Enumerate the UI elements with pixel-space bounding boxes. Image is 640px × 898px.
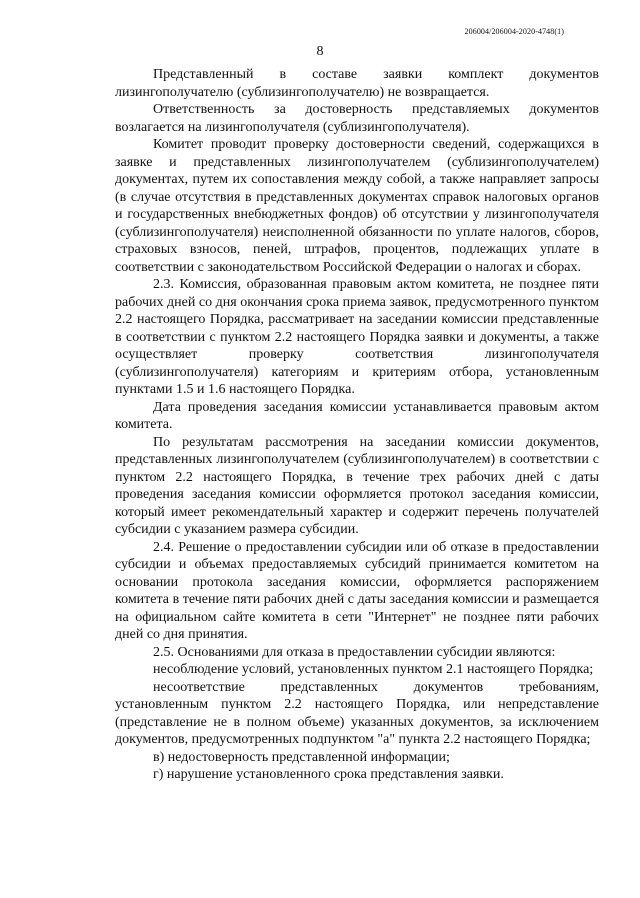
paragraph-2-5-refusal-grounds: 2.5. Основаниями для отказа в предоставлении субсидии являются: [153, 644, 556, 660]
paragraph-documents-not-returned: Представленный в составе заявки комплект документов лизингополучателю (сублизингополучателю) не возвращается. [115, 67, 599, 100]
paragraph-ground-documents: несоответствие представленных документов требованиям, установленным пунктом 2.2 настоящего Порядка, или непредставление (представление не в полном объеме) указанных документов, за исключением документов, предусмотренных подпунктом "а" пункта 2.2 настоящего Порядка; [115, 679, 599, 747]
document-body [115, 66, 599, 784]
page-number: 8 [316, 44, 324, 59]
paragraph-2-3-commission: 2.3. Комиссия, образованная правовым актом комитета, не позднее пяти рабочих дней со дня окончания срока приема заявок, предусмотренного пунктом 2.2 настоящего Порядка, рассматривает на заседании комиссии представленные в соответствии с пунктом 2.2 настоящего Порядка заявки и документы, а также осуществляет проверку соответствия лизингополучателя (сублизингополучателя) категориям и критериям отбора, установленным пунктами 1.5 и 1.6 настоящего Порядка. [115, 277, 599, 397]
paragraph-committee-verification: Комитет проводит проверку достоверности сведений, содержащихся в заявке и представленных лизингополучателем (сублизингополучателем) документах, путем их сопоставления между собой, а также направляет запросы (в случае отсутствия в представленных документах справок налоговых органов и государственных внебюджетных фондов) об отсутствии у лизингополучателя (сублизингополучателя) неисполненной обязанности по уплате налогов, сборов, страховых взносов, пеней, штрафов, процентов, подлежащих уплате в соответствии с законодательством Российской Федерации о налогах и сборах. [115, 137, 599, 275]
paragraph-meeting-date: Дата проведения заседания комиссии устанавливается правовым актом комитета. [115, 399, 599, 432]
paragraph-protocol: По результатам рассмотрения на заседании комиссии документов, представленных лизингополучателем (сублизингополучателем) в соответствии с пунктом 2.2 настоящего Порядка, в течение трех рабочих дней с даты проведения заседания комиссии оформляется протокол заседания комиссии, который имеет рекомендательный характер и содержит перечень получателей субсидии с указанием размера субсидии. [115, 434, 599, 537]
paragraph-ground-false-info: в) недостоверность представленной информации; [153, 749, 450, 765]
paragraph-ground-conditions: несоблюдение условий, установленных пунктом 2.1 настоящего Порядка; [153, 662, 594, 677]
paragraph-ground-deadline: г) нарушение установленного срока представления заявки. [153, 767, 504, 782]
paragraph-2-4-decision: 2.4. Решение о предоставлении субсидии или об отказе в предоставлении субсидии и объемах предоставляемых субсидий принимается комитетом на основании протокола заседания комиссии, оформляется распоряжением комитета в течение пяти рабочих дней с даты заседания комиссии и размещается на официальном сайте комитета в сети "Интернет" не позднее пяти рабочих дней со дня принятия. [115, 539, 599, 642]
paragraph-responsibility: Ответственность за достоверность представляемых документов возлагается на лизингополучателя (сублизингополучателя). [115, 102, 599, 135]
document-id: 206004/206004-2020-4748(1) [464, 27, 564, 36]
